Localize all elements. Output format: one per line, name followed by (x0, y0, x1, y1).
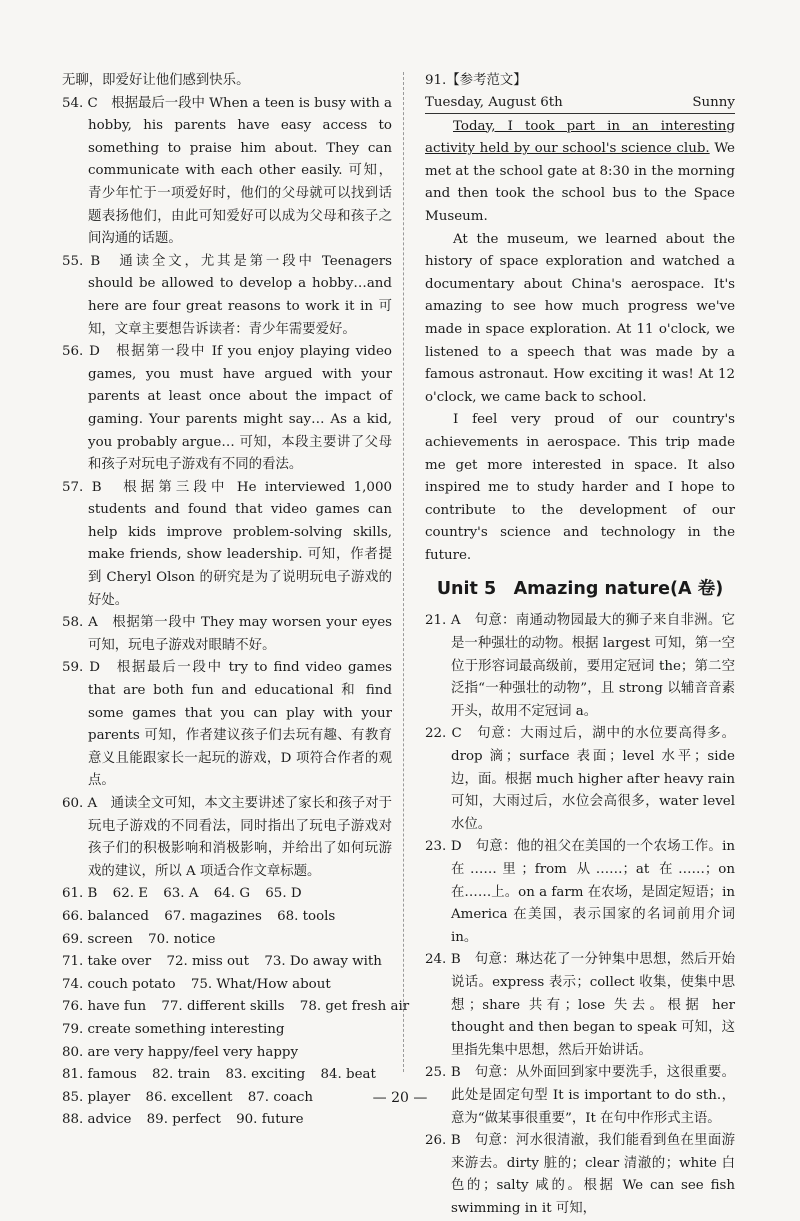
answer-80-row (62, 1042, 392, 1065)
answer-66: 66. balanced (62, 908, 149, 924)
answer-72: 72. miss out (166, 954, 250, 970)
answer-68: 68. tools (277, 908, 336, 924)
answer-79-row (62, 1019, 392, 1042)
answer-76: 76. have fun (62, 999, 147, 1015)
answer-56: 56. D 根据第一段中 If you enjoy playing video games, you must have argued with your parents at least once about the impact of gaming. Your parents might say… As a kid, you probably argue… 可知，本段主要讲了父母和孩子对玩电子游戏有不同的看法。 (62, 344, 392, 473)
answer-90: 90. future (236, 1112, 304, 1128)
answer-62: 62. E (112, 886, 148, 902)
essay-date: Tuesday, August 6th (425, 94, 563, 110)
answer-26: 26. B 句意：河水很清澈，我们能看到鱼在里面游来游去。dirty 脏的；clear 清澈的；white 白色的；salty 咸的。根据 We can see fish swimming in it 可知， (425, 1133, 735, 1216)
answer-81: 81. famous (62, 1067, 137, 1083)
answer-73: 73. Do away with (264, 954, 382, 970)
essay-underlined-sentence: Today, I took part in an interesting activity held by our school's science club. (425, 118, 735, 157)
answer-79: 79. create something interesting (62, 1021, 285, 1037)
answer-88: 88. advice (62, 1112, 132, 1128)
essay-heading: 91.【参考范文】 (425, 73, 527, 88)
answer-71: 71. take over (62, 954, 152, 970)
answer-77: 77. different skills (161, 999, 285, 1015)
answers-88-90 (62, 1109, 392, 1132)
answers-61-65 (62, 883, 392, 906)
answers-69-70 (62, 929, 392, 952)
answer-58: 58. A 根据第一段中 They may worsen your eyes 可知，玩电子游戏对眼睛不好。 (62, 615, 392, 653)
answer-85: 85. player (62, 1089, 131, 1105)
answer-23: 23. D 句意：他的祖父在美国的一个农场工作。in 在……里；from 从……；at 在……；on 在……上。on a farm 在农场，是固定短语；in America 在美国，表示国家的名词前用介词 in。 (425, 839, 735, 945)
essay-date-line (425, 93, 735, 114)
answer-60: 60. A 通读全文可知，本文主要讲述了家长和孩子对于玩电子游戏的不同看法，同时指出了玩电子游戏对孩子们的积极影响和消极影响，并给出了如何玩游戏的建议，所以 A 项适合作文章标题。 (62, 796, 392, 879)
answer-84: 84. beat (320, 1067, 376, 1083)
answer-89: 89. perfect (146, 1112, 221, 1128)
answer-67: 67. magazines (164, 908, 262, 924)
page-number: — 20 — (372, 1090, 428, 1106)
answer-63: 63. A (163, 886, 199, 902)
column-divider (403, 72, 404, 1072)
answers-81-84 (62, 1064, 392, 1087)
answer-64: 64. G (213, 886, 251, 902)
essay-paragraph-1 (425, 116, 735, 229)
essay-weather: Sunny (692, 94, 735, 110)
essay-paragraph-2: At the museum, we learned about the history of space exploration and watched a documentary about China's aerospace. It's amazing to see how much progress we've made in space exploration. At 11 o'clock, we listened to a speech that was made by a famous astronaut. How exciting it was! At 12 o'clock, we came back to school. (425, 231, 735, 405)
essay-paragraph-3: I feel very proud of our country's achievements in aerospace. This trip made me get more interested in space. It also inspired me to study harder and I hope to contribute to the development of our country's science and technology in the future. (425, 412, 735, 563)
answer-24: 24. B 句意：琳达花了一分钟集中思想，然后开始说话。express 表示；collect 收集，使集中思想；share 共有；lose 失去。根据 her thought and then began to speak 可知，这里指先集中思想，然后开始讲话。 (425, 952, 735, 1058)
unit-title: Unit 5 Amazing nature(A 卷) (436, 579, 724, 600)
essay-p1-rest: We met at the school gate at 8:30 in the morning and then took the school bus to the Space Museum. (425, 141, 735, 224)
answer-55: 55. B 通读全文，尤其是第一段中 Teenagers should be allowed to develop a hobby…and here are four great reasons to work it in 可知，文章主要想告诉读者：青少年需要爱好。 (62, 253, 392, 337)
answer-80: 80. are very happy/feel very happy (62, 1044, 299, 1060)
answer-87: 87. coach (247, 1089, 313, 1105)
answer-78: 78. get fresh air (299, 999, 410, 1015)
answer-53-continued: 无聊，即爱好让他们感到快乐。 (62, 73, 250, 88)
answers-71-73 (62, 951, 392, 974)
answer-54: 54. C 根据最后一段中 When a teen is busy with a hobby, his parents have easy access to something to praise him about. They can communicate with each other easily. 可知，青少年忙于一项爱好时，他们的父母就可以找到话题表扬他们，由此可知爱好可以成为父母和孩子之间沟通的话题。 (62, 95, 393, 247)
answer-86: 86. excellent (145, 1089, 233, 1105)
answer-82: 82. train (152, 1067, 211, 1083)
right-column (425, 70, 735, 1221)
answer-21: 21. A 句意：南通动物园最大的狮子来自非洲。它是一种强壮的动物。根据 largest 可知，第一空位于形容词最高级前，要用定冠词 the；第二空泛指“一种强壮的动物”，且 strong 以辅音音素开头，故用不定冠词 a。 (425, 613, 735, 719)
answer-74: 74. couch potato (62, 976, 176, 992)
answer-57: 57. B 根据第三段中 He interviewed 1,000 students and found that video games can help kids improve problem-solving skills, make friends, show leadership. 可知，作者提到 Cheryl Olson 的研究是为了说明玩电子游戏的好处。 (62, 479, 392, 608)
answer-65: 65. D (265, 886, 302, 902)
answer-25: 25. B 句意：从外面回到家中要洗手，这很重要。此处是固定句型 It is important to do sth.，意为“做某事很重要”，It 在句中作形式主语。 (425, 1065, 735, 1126)
answer-83: 83. exciting (225, 1067, 306, 1083)
answer-70: 70. notice (148, 931, 216, 947)
answer-75: 75. What/How about (190, 976, 331, 992)
answers-66-68 (62, 906, 392, 929)
answers-76-78 (62, 996, 410, 1019)
answers-74-75 (62, 974, 392, 997)
answer-22: 22. C 句意：大雨过后，湖中的水位要高得多。drop 滴；surface 表面；level 水平；side 边，面。根据 much higher after heavy rain 可知，大雨过后，水位会高很多，water level 水位。 (425, 726, 735, 832)
answer-69: 69. screen (62, 931, 133, 947)
answer-59: 59. D 根据最后一段中 try to find video games that are both fun and educational 和 find some games that you can play with your parents 可知，作者建议孩子们去玩有趣、有教育意义且能跟家长一起玩的游戏，D 项符合作者的观点。 (62, 660, 392, 789)
answer-61: 61. B (62, 886, 98, 902)
